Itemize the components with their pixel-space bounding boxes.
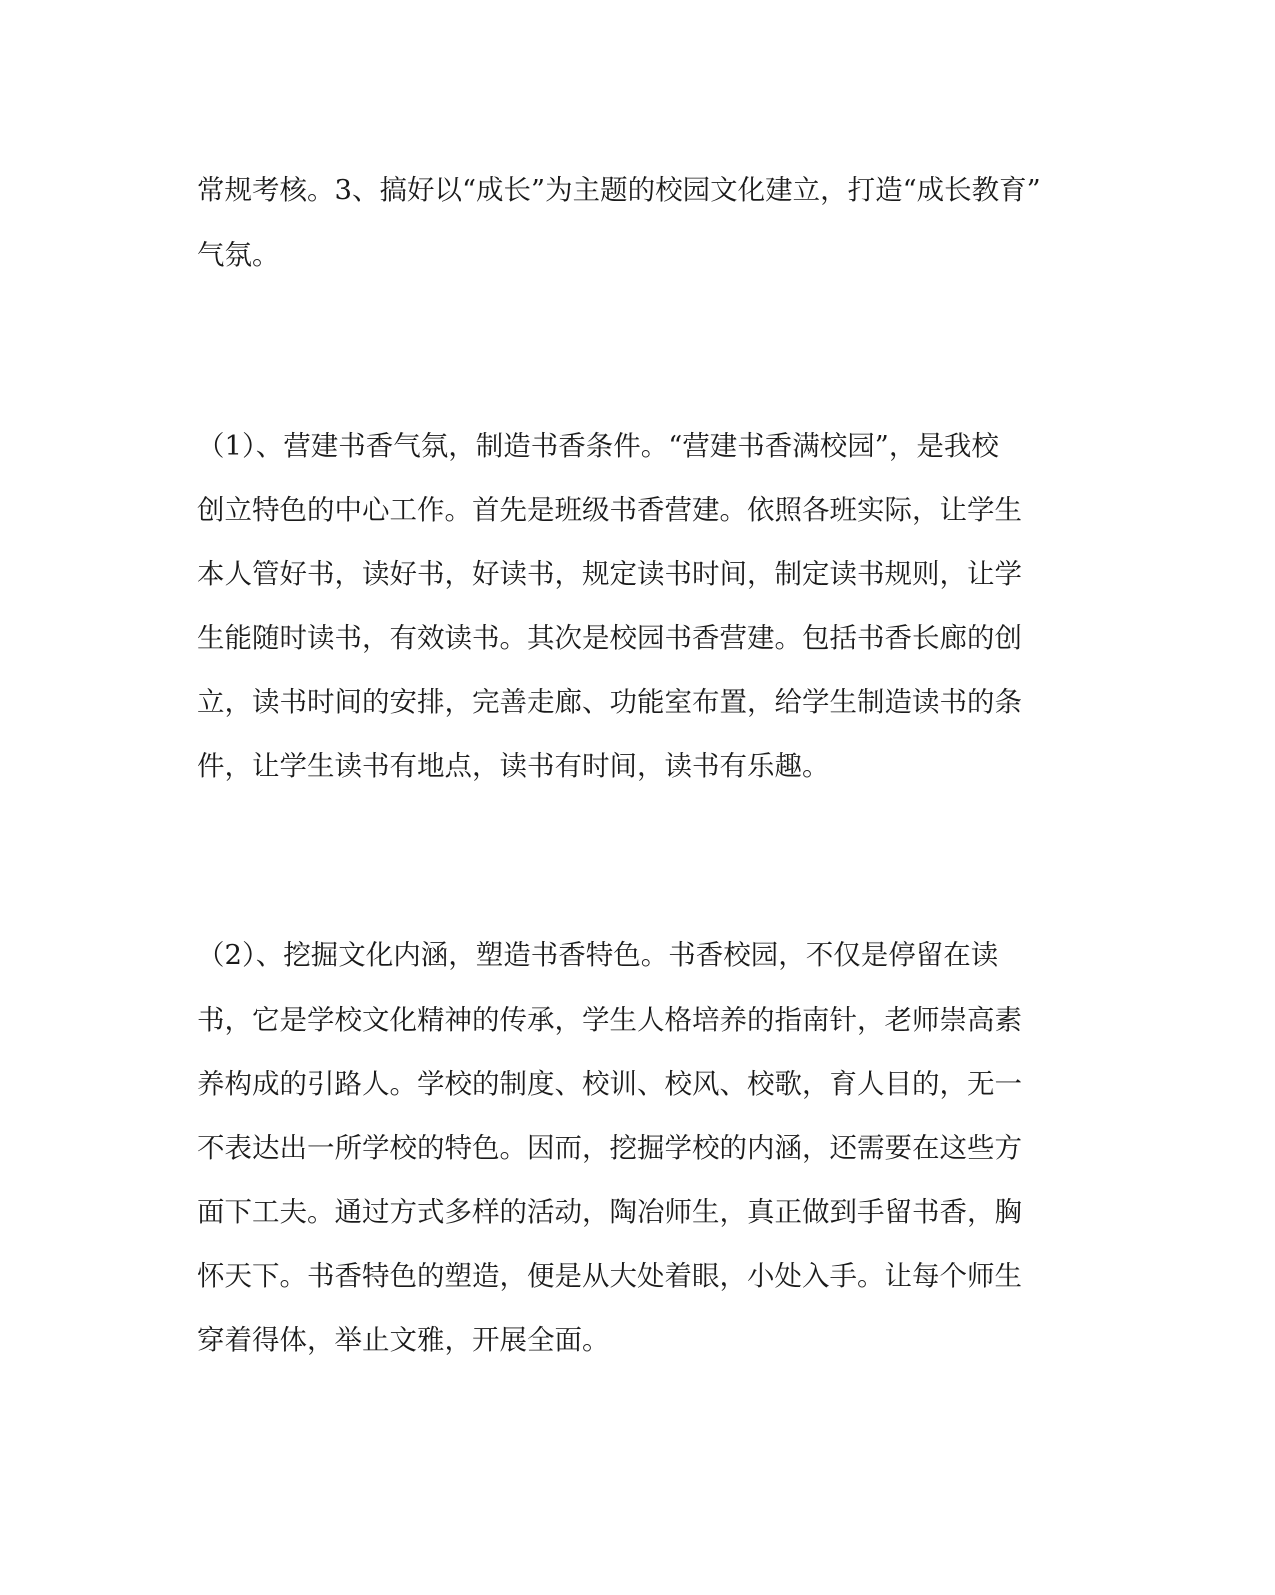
- paragraph-2-line-6: 件，让学生读书有地点，读书有时间，读书有乐趣。: [197, 750, 830, 782]
- paragraph-3-line-3: 养构成的引路人。学校的制度、校训、校风、校歌，育人目的，无一: [197, 1068, 1022, 1100]
- paragraph-1-line-2: 气氛。: [197, 239, 280, 271]
- paragraph-3-line-2: 书，它是学校文化精神的传承，学生人格培养的指南针，老师崇高素: [197, 1004, 1022, 1036]
- paragraph-2-line-1: （1）、营建书香气氛，制造书香条件。“营建书香满校园”，是我校: [197, 430, 999, 462]
- paragraph-1-line-1: 常规考核。3、搞好以“成长”为主题的校园文化建立，打造“成长教育”: [197, 174, 1041, 206]
- paragraph-3-line-6: 怀天下。书香特色的塑造，便是从大处着眼，小处入手。让每个师生: [197, 1260, 1022, 1292]
- paragraph-3-line-4: 不表达出一所学校的特色。因而，挖掘学校的内涵，还需要在这些方: [197, 1132, 1022, 1164]
- paragraph-3-line-1: （2）、挖掘文化内涵，塑造书香特色。书香校园，不仅是停留在读: [197, 939, 999, 971]
- paragraph-3-line-5: 面下工夫。通过方式多样的活动，陶冶师生，真正做到手留书香，胸: [197, 1196, 1022, 1228]
- paragraph-2-line-5: 立，读书时间的安排，完善走廊、功能室布置，给学生制造读书的条: [197, 686, 1022, 718]
- paragraph-2-line-2: 创立特色的中心工作。首先是班级书香营建。依照各班实际，让学生: [197, 494, 1022, 526]
- paragraph-3-line-7: 穿着得体，举止文雅，开展全面。: [197, 1324, 610, 1356]
- paragraph-2-line-4: 生能随时读书，有效读书。其次是校园书香营建。包括书香长廊的创: [197, 622, 1022, 654]
- paragraph-2-line-3: 本人管好书，读好书，好读书，规定读书时间，制定读书规则，让学: [197, 558, 1022, 590]
